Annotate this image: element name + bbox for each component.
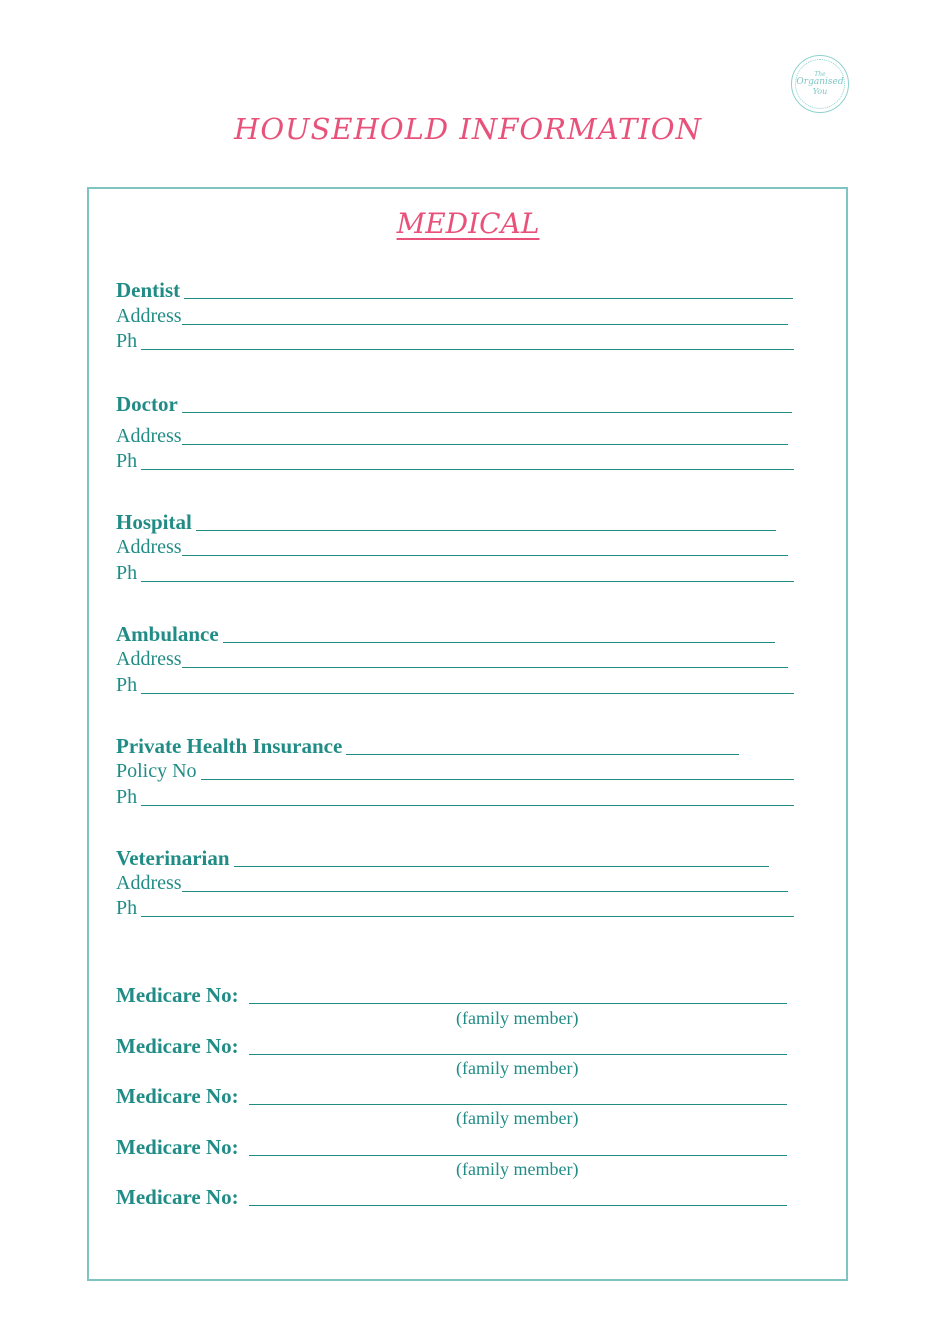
address-label: Address bbox=[116, 872, 182, 894]
dentist-phone-row bbox=[116, 327, 794, 353]
family-member-label: (family member) bbox=[456, 1159, 579, 1179]
dentist-address-field[interactable] bbox=[182, 324, 788, 325]
veterinarian-address-field[interactable] bbox=[182, 891, 788, 892]
medicare-label: Medicare No: bbox=[116, 1084, 239, 1108]
medicare-row-1 bbox=[116, 981, 787, 1007]
phone-label: Ph bbox=[116, 330, 138, 352]
ambulance-phone-field[interactable] bbox=[141, 693, 794, 694]
dentist-name-field[interactable] bbox=[184, 298, 793, 299]
veterinarian-phone-field[interactable] bbox=[141, 916, 794, 917]
dentist-name-row bbox=[116, 276, 793, 302]
insurance-policy-field[interactable] bbox=[201, 779, 794, 780]
doctor-address-row bbox=[116, 422, 788, 448]
phone-label: Ph bbox=[116, 450, 138, 472]
doctor-address-field[interactable] bbox=[182, 444, 788, 445]
medicare-row-5 bbox=[116, 1183, 787, 1209]
insurance-phone-row bbox=[116, 783, 794, 809]
medicare-row-4 bbox=[116, 1133, 787, 1159]
insurance-name-field[interactable] bbox=[346, 754, 739, 755]
doctor-phone-row bbox=[116, 447, 794, 473]
veterinarian-name-row bbox=[116, 844, 769, 870]
hospital-phone-field[interactable] bbox=[141, 581, 794, 582]
family-member-label: (family member) bbox=[456, 1008, 579, 1028]
medicare-label: Medicare No: bbox=[116, 1034, 239, 1058]
policy-no-label: Policy No bbox=[116, 760, 197, 782]
ambulance-name-row bbox=[116, 620, 775, 646]
insurance-name-row bbox=[116, 732, 739, 758]
family-member-label: (family member) bbox=[456, 1108, 579, 1128]
hospital-name-row bbox=[116, 508, 776, 534]
veterinarian-address-row bbox=[116, 869, 788, 895]
medicare-row-2 bbox=[116, 1032, 787, 1058]
dentist-address-row bbox=[116, 302, 788, 328]
veterinarian-name-field[interactable] bbox=[234, 866, 769, 867]
veterinarian-label: Veterinarian bbox=[116, 846, 230, 870]
ambulance-address-row bbox=[116, 645, 788, 671]
page-title: HOUSEHOLD INFORMATION bbox=[234, 112, 702, 146]
insurance-policy-row bbox=[116, 757, 794, 783]
phone-label: Ph bbox=[116, 562, 138, 584]
address-label: Address bbox=[116, 648, 182, 670]
medicare-field-2[interactable] bbox=[249, 1054, 787, 1055]
medicare-row-3 bbox=[116, 1082, 787, 1108]
hospital-label: Hospital bbox=[116, 510, 192, 534]
insurance-phone-field[interactable] bbox=[141, 805, 794, 806]
phone-label: Ph bbox=[116, 786, 138, 808]
doctor-name-row bbox=[116, 390, 792, 416]
medicare-field-4[interactable] bbox=[249, 1155, 787, 1156]
dentist-phone-field[interactable] bbox=[141, 349, 794, 350]
medicare-label: Medicare No: bbox=[116, 1135, 239, 1159]
doctor-label: Doctor bbox=[116, 392, 178, 416]
hospital-phone-row bbox=[116, 559, 794, 585]
address-label: Address bbox=[116, 536, 182, 558]
family-member-label: (family member) bbox=[456, 1058, 579, 1078]
section-title: MEDICAL bbox=[396, 207, 540, 240]
medicare-field-3[interactable] bbox=[249, 1104, 787, 1105]
phone-label: Ph bbox=[116, 897, 138, 919]
hospital-address-row bbox=[116, 533, 788, 559]
doctor-phone-field[interactable] bbox=[141, 469, 794, 470]
ambulance-address-field[interactable] bbox=[182, 667, 788, 668]
doctor-name-field[interactable] bbox=[182, 412, 792, 413]
logo-text: The Organised You bbox=[795, 59, 845, 109]
insurance-label: Private Health Insurance bbox=[116, 734, 343, 758]
ambulance-name-field[interactable] bbox=[223, 642, 775, 643]
medicare-label: Medicare No: bbox=[116, 1185, 239, 1209]
medicare-field-1[interactable] bbox=[249, 1003, 787, 1004]
ambulance-label: Ambulance bbox=[116, 622, 219, 646]
medicare-field-5[interactable] bbox=[249, 1205, 787, 1206]
ambulance-phone-row bbox=[116, 671, 794, 697]
hospital-address-field[interactable] bbox=[182, 555, 788, 556]
phone-label: Ph bbox=[116, 674, 138, 696]
dentist-label: Dentist bbox=[116, 278, 181, 302]
address-label: Address bbox=[116, 305, 182, 327]
veterinarian-phone-row bbox=[116, 894, 794, 920]
organised-you-logo bbox=[791, 55, 849, 113]
address-label: Address bbox=[116, 425, 182, 447]
medicare-label: Medicare No: bbox=[116, 983, 239, 1007]
hospital-name-field[interactable] bbox=[196, 530, 776, 531]
